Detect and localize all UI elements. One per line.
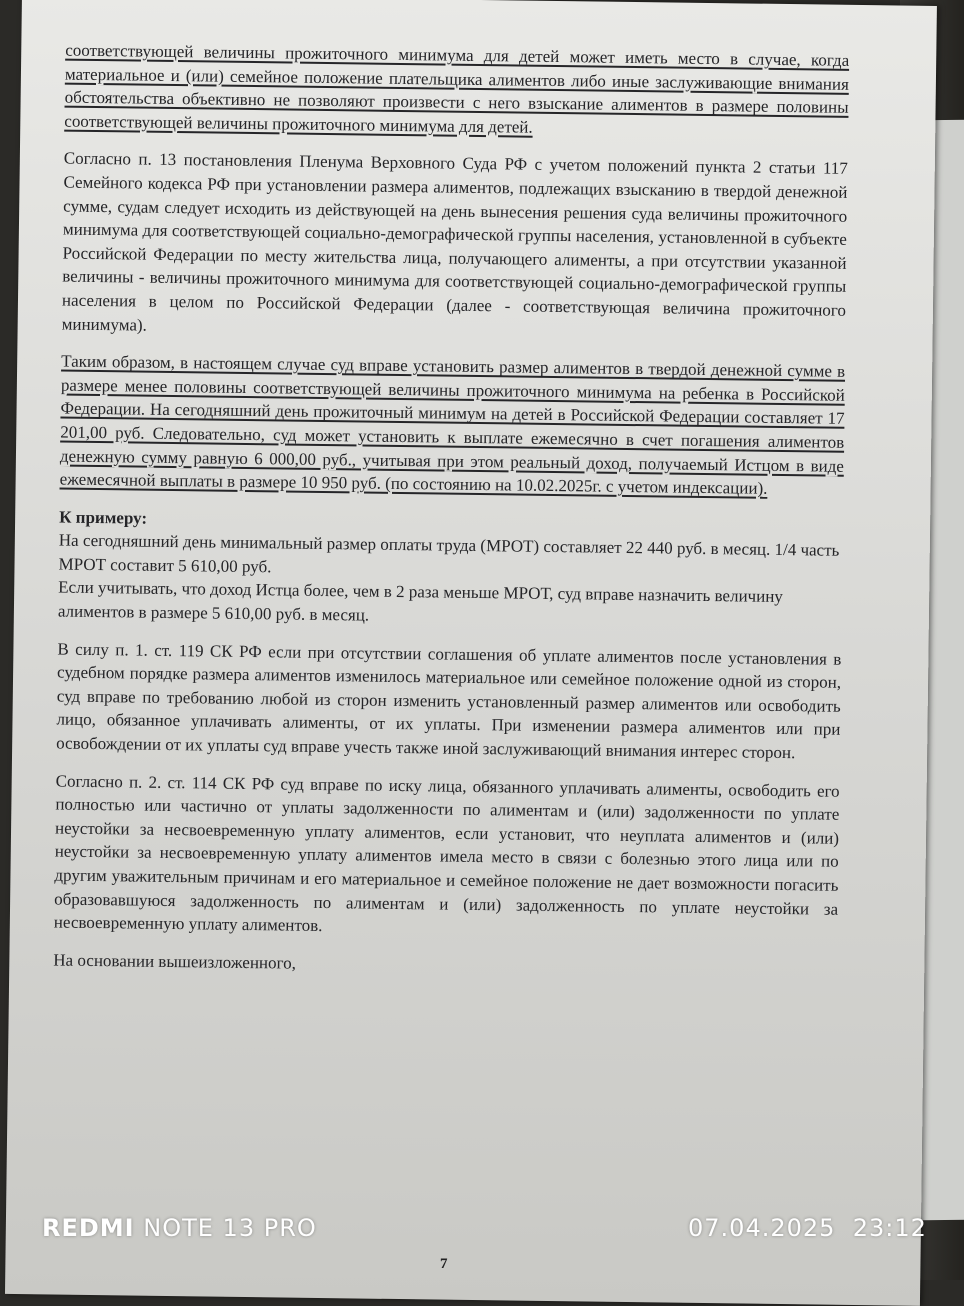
- example-line-income: Если учитывать, что доход Истца более, чем в 2 раза меньше МРОТ, суд вправе назначить величину алиментов в размере 5 610,00 руб. в месяц.: [57, 577, 783, 625]
- document-page: [5, 0, 937, 1306]
- watermark-time: 23:12: [852, 1214, 927, 1242]
- example-heading: К примеру:: [59, 507, 148, 528]
- camera-watermark-datetime: [688, 1214, 927, 1242]
- paragraph-article-114: Согласно п. 2. ст. 114 СК РФ суд вправе по иску лица, обязанного уплачивать алименты, освободить его полностью или частично от уплаты задолженности по алиментам и (или) задолженности по уплате неустойки за несвоевременную уплату алиментов, если установит, что неуплата алиментов и (или) неустойки за несвоевременную уплату алиментов имела место в связи с болезнью этого лица или по другим уважительным причинам и его материальное и семейное положение не дает возможности погасить образовавшуюся задолженность по алиментам и (или) задолженность по уплате неустойки за несвоевременную уплату алиментов.: [53, 771, 840, 936]
- document-body: [53, 39, 849, 983]
- paragraph-subsistence-minimum: соответствующей величины прожиточного минимума для детей может иметь место в случае, когда материальное и (или) семейное положение плательщика алиментов либо иные заслуживающие внимания обстоятельства объективно не позволяют произвести с него взыскание алиментов в размере половины соответствующей величины прожиточного минимума для детей.: [64, 40, 850, 137]
- camera-watermark-model: [42, 1214, 317, 1242]
- watermark-date: 07.04.2025: [688, 1214, 836, 1242]
- watermark-model: NOTE 13 PRO: [143, 1214, 317, 1242]
- paragraph-plenum-resolution: Согласно п. 13 постановления Пленума Верховного Суда РФ с учетом положений пункта 2 статьи 117 Семейного кодекса РФ при установлении размера алиментов, подлежащих взысканию в твердой денежной сумме, судам следует исходить из действующей на день вынесения решения суда величины прожиточного минимума для соответствующей социально-демографической группы населения, установленной в субъекте Российской Федерации по месту жительства лица, получающего алименты, а при отсутствии указанной величины - величины прожиточного минимума для соответствующей социально-демографической группы населения в целом по Российской Федерации (далее - соответствующая величина прожиточного минимума).: [61, 148, 848, 335]
- paragraph-conclusion: Таким образом, в настоящем случае суд вправе установить размер алиментов в твердой денежной сумме в размере менее половины соответствующей величины прожиточного минимума на ребенка в Российской Федерации. На сегодняшний день прожиточный минимум на детей в Российской Федерации составляет 17 201,00 руб. Следовательно, суд может установить к выплате ежемесячно в счет погашения алиментов денежную сумму равную 6 000,00 руб., учитывая при этом реальный доход, получаемый Истцом в виде ежемесячной выплаты в размере 10 950 руб. (по состоянию на 10.02.2025г. с учетом индексации).: [59, 351, 846, 498]
- page-number: 7: [440, 1256, 448, 1272]
- closing-line: На основании вышеизложенного,: [53, 950, 297, 973]
- example-line-mrot: На сегодняшний день минимальный размер оплаты труда (МРОТ) составляет 22 440 руб. в месяц. 1/4 часть МРОТ составит 5 610,00 руб.: [58, 530, 840, 577]
- watermark-brand: REDMI: [42, 1214, 135, 1242]
- paragraph-article-119: В силу п. 1. ст. 119 СК РФ если при отсутствии соглашения об уплате алиментов после установления в судебном порядке размера алиментов изменилось материальное или семейное положение одной из сторон, суд вправе по требованию любой из сторон изменить установленный размер алиментов или освободить лицо, обязанное уплачивать алименты, от их уплаты. При изменении размера алиментов или при освобождении от их уплаты суд вправе учесть также иной заслуживающий внимания интерес сторон.: [56, 639, 842, 763]
